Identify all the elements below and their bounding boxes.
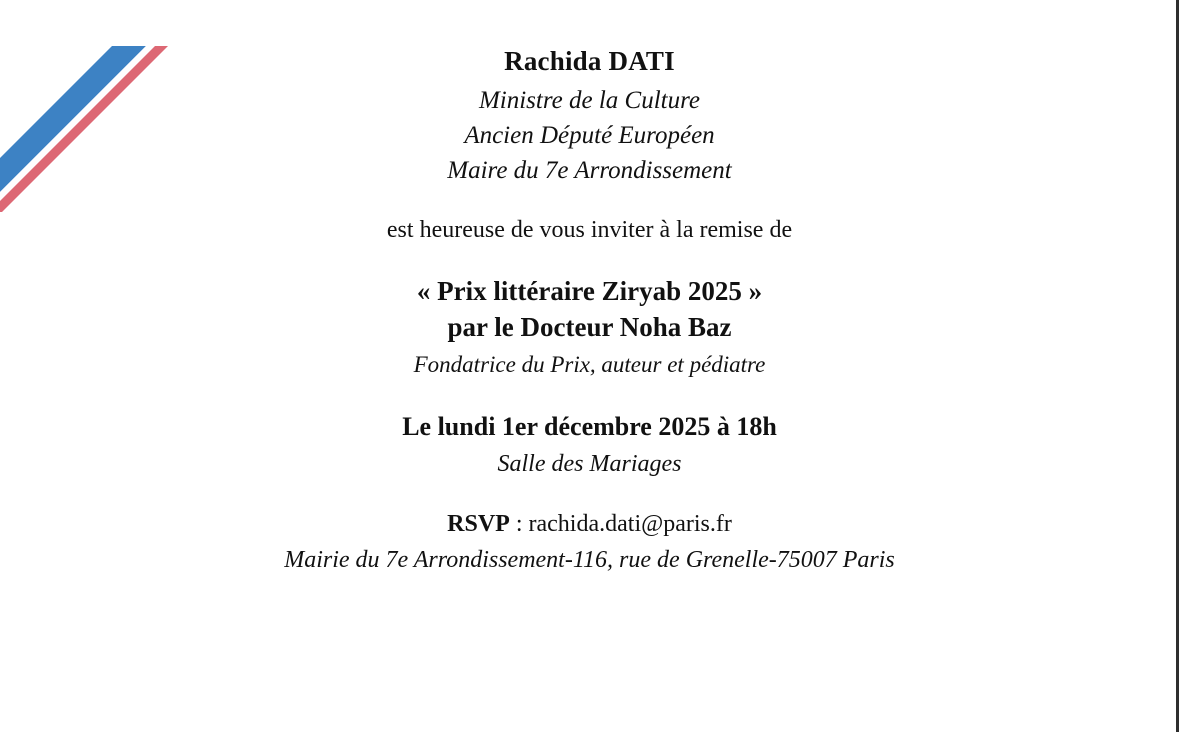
host-name: Rachida DATI bbox=[504, 46, 675, 76]
award-title-line-2: par le Docteur Noha Baz bbox=[447, 312, 732, 342]
rsvp-address: Mairie du 7e Arrondissement-116, rue de Grenelle-75007 Paris bbox=[284, 547, 895, 573]
rsvp-separator: : bbox=[509, 511, 529, 537]
rsvp-email[interactable]: rachida.dati@paris.fr bbox=[528, 511, 732, 537]
host-title-deputy: Ancien Député Européen bbox=[464, 122, 715, 149]
event-date: Le lundi 1er décembre 2025 à 18h bbox=[402, 412, 777, 441]
award-title-line-1: « Prix littéraire Ziryab 2025 » bbox=[416, 276, 763, 306]
rsvp-label: RSVP bbox=[447, 511, 510, 537]
rsvp-line bbox=[0, 512, 1179, 536]
host-title-mayor: Maire du 7e Arrondissement bbox=[447, 157, 732, 184]
host-title-minister: Ministre de la Culture bbox=[478, 87, 701, 114]
invitation-intro-text: est heureuse de vous inviter à la remise de bbox=[386, 217, 793, 243]
event-venue: Salle des Mariages bbox=[497, 451, 682, 477]
award-subtitle: Fondatrice du Prix, auteur et pédiatre bbox=[413, 352, 766, 377]
